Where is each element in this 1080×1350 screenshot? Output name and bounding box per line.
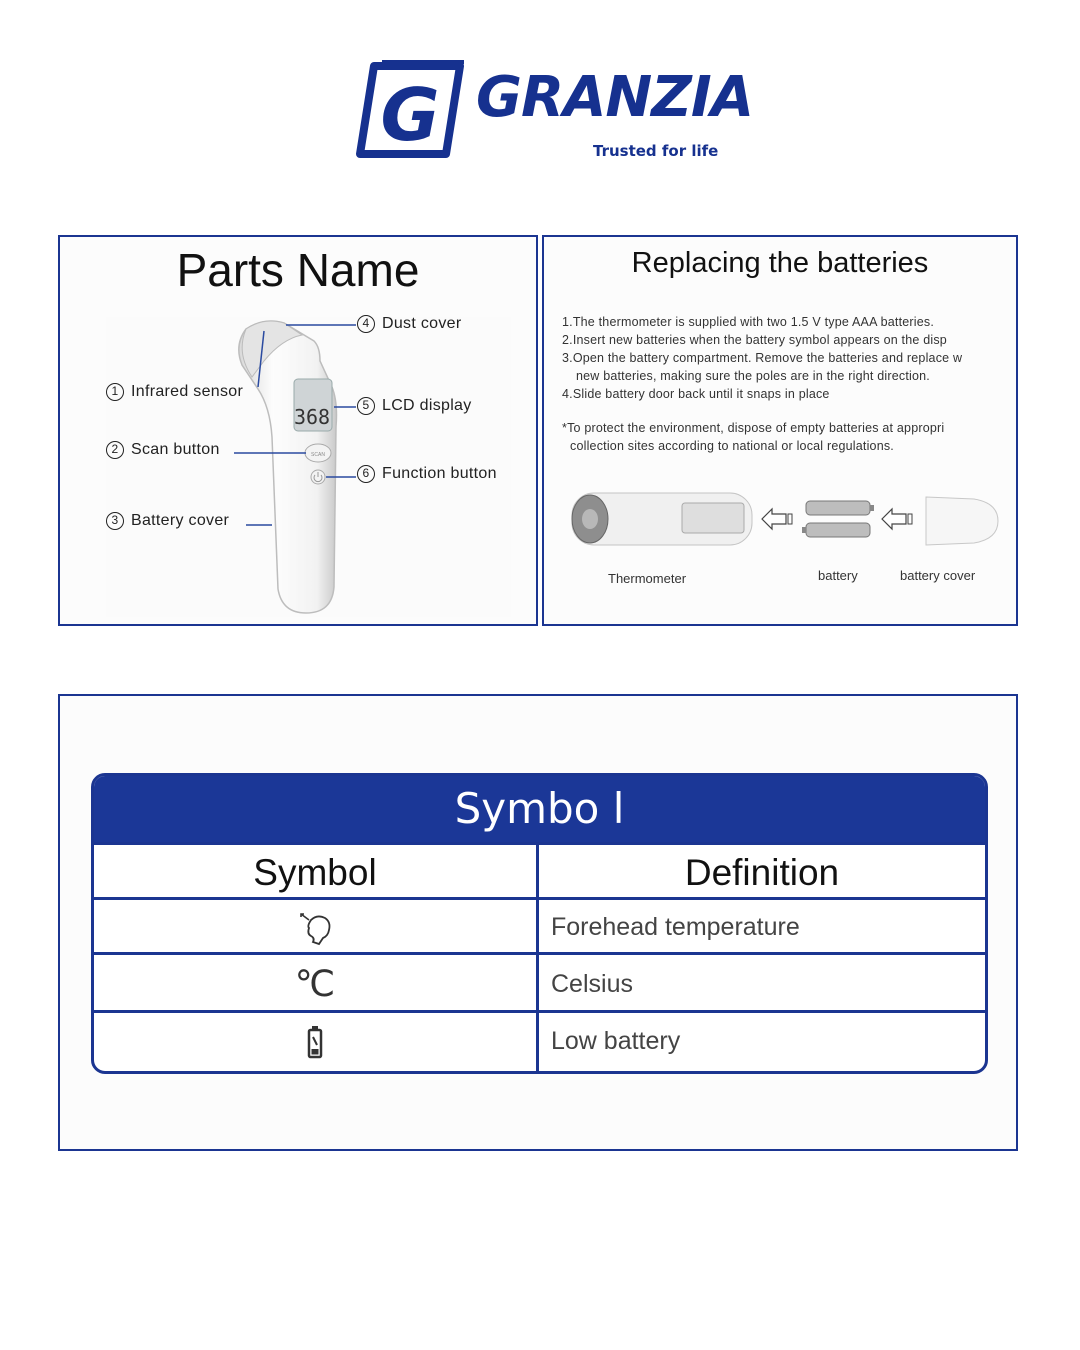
column-header-definition: Definition bbox=[684, 851, 840, 893]
table-header-row bbox=[94, 842, 985, 900]
table-row bbox=[94, 1010, 985, 1074]
column-header-symbol: Symbol bbox=[94, 845, 539, 900]
celsius-icon: ℃ bbox=[294, 963, 336, 1005]
table-row bbox=[94, 897, 985, 955]
symbol-cell bbox=[94, 1013, 539, 1074]
callout-number: 1 bbox=[106, 383, 124, 401]
symbol-cell bbox=[94, 900, 539, 955]
definition-cell: Low battery bbox=[551, 1027, 681, 1055]
thermometer-diagram bbox=[106, 317, 511, 617]
callout-label: Scan button bbox=[131, 441, 220, 458]
callout-number: 6 bbox=[357, 465, 375, 483]
low-battery-icon bbox=[307, 1025, 323, 1059]
callout-label: Infrared sensor bbox=[131, 383, 244, 400]
battery-panel-title: Replacing the batteries bbox=[631, 247, 929, 279]
symbol-cell bbox=[94, 955, 539, 1013]
figure-label-thermometer: Thermometer bbox=[608, 571, 687, 586]
battery-step: 4.Slide battery door back until it snaps in place bbox=[562, 387, 830, 401]
lcd-reading: 368 bbox=[293, 405, 331, 429]
brand-name: GRANZIA bbox=[476, 65, 754, 130]
brand-tagline: Trusted for life bbox=[593, 142, 719, 160]
callout-dust-cover bbox=[357, 315, 461, 333]
callout-number: 5 bbox=[357, 397, 375, 415]
figure-label-battery: battery bbox=[818, 568, 858, 583]
callout-battery-cover bbox=[106, 512, 229, 530]
callout-label: Function button bbox=[382, 465, 497, 482]
scan-button-label: SCAN bbox=[311, 452, 325, 458]
granzia-logo-mark-icon bbox=[352, 58, 468, 162]
callout-number: 2 bbox=[106, 441, 124, 459]
battery-step: 2.Insert new batteries when the battery symbol appears on the disp bbox=[562, 333, 947, 347]
brand-logo bbox=[352, 58, 754, 162]
callout-scan-button bbox=[106, 441, 220, 459]
callout-function-button bbox=[357, 465, 497, 483]
callout-label: Battery cover bbox=[131, 512, 230, 529]
battery-step: 1.The thermometer is supplied with two 1.5 V type AAA batteries. bbox=[562, 315, 935, 329]
forehead-icon bbox=[295, 910, 335, 946]
note-line: *To protect the environment, dispose of empty batteries at appropri bbox=[562, 421, 945, 435]
battery-replacement-illustration bbox=[570, 487, 1000, 553]
definition-cell: Celsius bbox=[551, 969, 633, 998]
definition-cell: Forehead temperature bbox=[551, 913, 800, 941]
logo-letter: G bbox=[380, 73, 440, 157]
battery-step: 3.Open the battery compartment. Remove the batteries and replace w bbox=[562, 351, 963, 365]
callout-lcd-display bbox=[357, 397, 472, 415]
parts-title: Parts Name bbox=[176, 244, 420, 296]
callout-label: Dust cover bbox=[382, 315, 462, 332]
callout-number: 4 bbox=[357, 315, 375, 333]
replacing-batteries-panel bbox=[542, 235, 1018, 626]
table-row bbox=[94, 952, 985, 1013]
note-line: collection sites according to national or local regulations. bbox=[570, 439, 894, 453]
symbol-table bbox=[91, 773, 988, 1074]
callout-infrared-sensor bbox=[106, 383, 243, 401]
callout-label: LCD display bbox=[382, 397, 472, 414]
battery-steps bbox=[562, 313, 1002, 403]
symbol-table-title: Symbo l bbox=[94, 776, 985, 842]
battery-step: new batteries, making sure the poles are in the right direction. bbox=[576, 369, 930, 383]
parts-name-panel bbox=[58, 235, 538, 626]
callout-number: 3 bbox=[106, 512, 124, 530]
battery-replacement-figure bbox=[570, 487, 1000, 553]
figure-label-battery-cover: battery cover bbox=[900, 568, 976, 583]
symbol-panel bbox=[58, 694, 1018, 1151]
environment-note bbox=[562, 419, 1002, 455]
